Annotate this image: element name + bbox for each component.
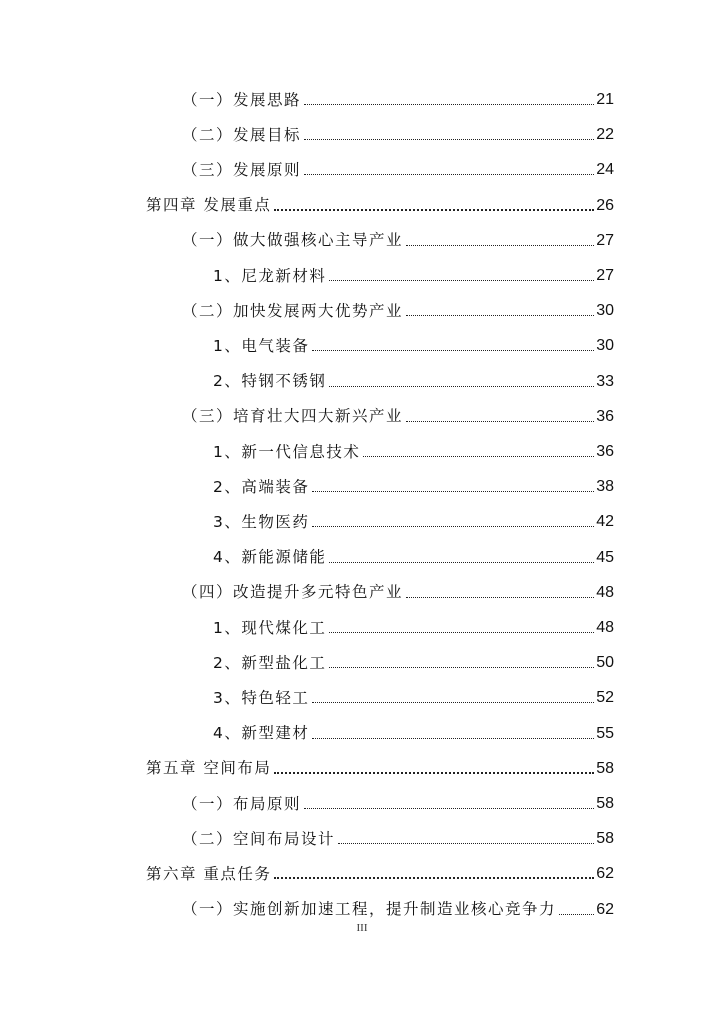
toc-dot-leader [304,104,594,105]
toc-entry[interactable] [182,293,614,319]
toc-entry-page: 27 [596,231,614,249]
toc-entry[interactable] [213,434,614,460]
toc-dot-leader [406,315,594,316]
toc-entry[interactable] [213,364,614,390]
toc-entry-page: 30 [596,337,614,355]
toc-entry-title: （一）做大做强核心主导产业 [182,231,404,250]
toc-entry-title: 4、新型建材 [213,724,310,743]
toc-dot-leader [274,877,594,879]
toc-entry[interactable] [213,680,614,706]
toc-entry-page: 55 [596,724,614,742]
toc-entry-title: 4、新能源储能 [213,548,327,567]
toc-entry[interactable] [182,117,614,143]
toc-entry-page: 36 [596,443,614,460]
toc-entry[interactable] [182,575,614,601]
toc-entry[interactable] [213,469,614,495]
toc-entry[interactable] [182,223,614,249]
toc-entry-title: （三）培育壮大四大新兴产业 [182,407,404,426]
toc-entry[interactable] [146,856,614,882]
toc-entry-title: 2、高端装备 [213,477,310,496]
toc-entry-title: （二）加快发展两大优势产业 [182,301,404,320]
toc-dot-leader [329,632,594,633]
toc-dot-leader [329,667,594,668]
toc-entry[interactable] [182,821,614,847]
toc-entry-title: 1、尼龙新材料 [213,266,327,285]
toc-entry[interactable] [146,751,614,777]
toc-entry-page: 24 [596,161,614,179]
toc-entry-title: 第四章 发展重点 [146,196,272,215]
toc-entry-page: 62 [596,865,614,883]
toc-dot-leader [363,456,594,457]
toc-entry-page: 42 [596,513,614,531]
toc-entry[interactable] [182,892,614,918]
toc-entry-page: 58 [596,759,614,777]
toc-entry-title: 第五章 空间布局 [146,759,272,778]
toc-dot-leader [312,526,594,527]
toc-entry-title: （一）实施创新加速工程，提升制造业核心竞争力 [182,900,557,919]
toc-entry-title: 3、生物医药 [213,512,310,531]
toc-entry-page: 33 [596,372,614,390]
toc-entry[interactable] [146,188,614,214]
toc-entry-title: （二）发展目标 [182,125,302,144]
toc-dot-leader [304,808,594,809]
toc-dot-leader [304,139,594,140]
toc-entry-title: 2、新型盐化工 [213,653,327,672]
toc-dot-leader [406,597,594,598]
toc-entry-page: 52 [596,689,614,707]
toc-entry-page: 30 [596,302,614,320]
toc-dot-leader [312,738,594,739]
toc-entry-page: 45 [596,548,614,566]
toc-dot-leader [406,421,594,422]
toc-entry-title: （一）布局原则 [182,794,302,813]
toc-entry-title: （二）空间布局设计 [182,829,336,848]
toc-dot-leader [559,914,594,915]
toc-entry[interactable] [182,399,614,425]
toc-entry[interactable] [213,328,614,354]
toc-dot-leader [329,386,594,387]
toc-entry-title: （三）发展原则 [182,160,302,179]
toc-entry-title: （一）发展思路 [182,90,302,109]
toc-entry-page: 27 [596,267,614,284]
toc-entry-page: 50 [596,654,614,672]
toc-entry[interactable] [213,610,614,636]
toc-dot-leader [312,350,594,351]
page-number: III [356,922,368,934]
toc-entry-title: 2、特钢不锈钢 [213,372,327,391]
toc-dot-leader [274,772,594,774]
toc-entry-page: 38 [596,478,614,496]
toc-entry-title: 1、电气装备 [213,336,310,355]
toc-dot-leader [312,491,594,492]
toc-entry-page: 48 [596,619,614,636]
toc-entry-page: 26 [596,196,614,214]
toc-entry[interactable] [213,645,614,671]
toc-entry[interactable] [182,786,614,812]
toc-dot-leader [274,209,594,211]
toc-entry[interactable] [182,152,614,178]
toc-entry-page: 58 [596,830,614,848]
toc-entry-page: 62 [596,900,614,918]
toc-entry-page: 21 [596,91,614,108]
toc-dot-leader [329,562,594,563]
toc-entry[interactable] [213,716,614,742]
toc-dot-leader [304,174,594,175]
toc-dot-leader [406,245,594,246]
toc-dot-leader [312,702,594,703]
toc-dot-leader [329,280,594,281]
toc-entry[interactable] [213,258,614,284]
toc-entry-title: 3、特色轻工 [213,688,310,707]
toc-entry[interactable] [213,540,614,566]
toc-dot-leader [338,843,594,844]
toc-entry[interactable] [182,82,614,108]
toc-entry-page: 36 [596,407,614,425]
toc-entry-page: 22 [596,126,614,144]
toc-entry[interactable] [213,504,614,530]
toc-entry-page: 58 [596,795,614,812]
toc-entry-title: 1、现代煤化工 [213,618,327,637]
toc-entry-title: （四）改造提升多元特色产业 [182,583,404,602]
toc-entry-page: 48 [596,583,614,601]
toc-entry-title: 1、新一代信息技术 [213,442,361,461]
toc-entry-title: 第六章 重点任务 [146,864,272,883]
